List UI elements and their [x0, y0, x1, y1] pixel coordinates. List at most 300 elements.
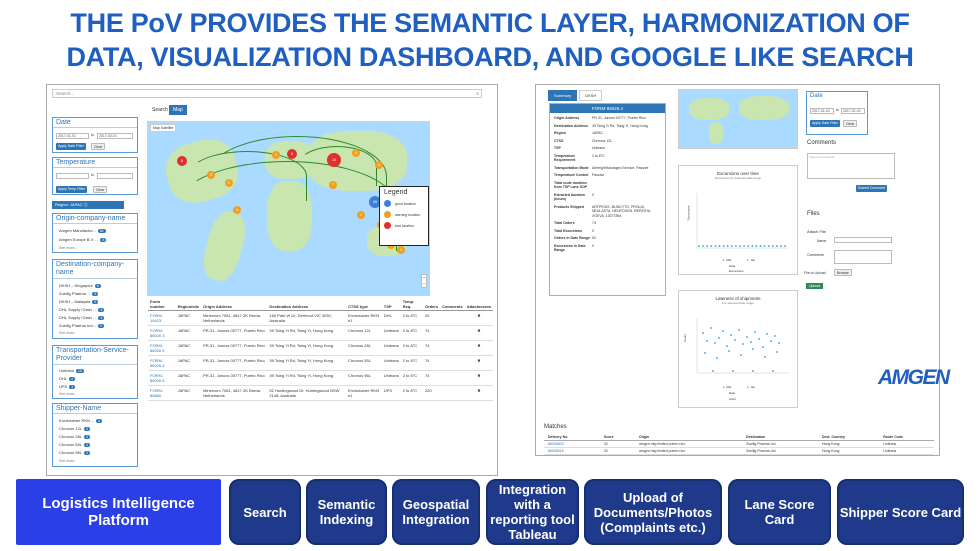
- shipper-name-title: Shipper-Name: [53, 404, 137, 414]
- chart-title: Excursions over time: [717, 171, 759, 176]
- chart-subtitle: Excursions for selected date range: [714, 176, 762, 180]
- chart-title: Lateness of shipments: [715, 296, 761, 301]
- detail-key: Temperature Requirement: [554, 153, 576, 162]
- bad-location-icon: [384, 222, 391, 229]
- detail-row: [550, 233, 665, 241]
- tile-search[interactable]: Search: [229, 479, 301, 545]
- table-cell: Unitrans: [382, 371, 401, 386]
- lateness-point: [778, 342, 780, 344]
- lateness-point: [762, 346, 764, 348]
- detail-value: 52: [592, 236, 596, 240]
- excursions-plot: [693, 188, 793, 258]
- excursion-point: [719, 245, 721, 247]
- right-screenshot: [535, 84, 940, 456]
- column-header[interactable]: Destination: [742, 434, 818, 441]
- map-cluster[interactable]: 2: [375, 161, 383, 169]
- excursion-point: [760, 245, 762, 247]
- excursion-point: [780, 245, 782, 247]
- chart-subtitle: For selected date range: [722, 301, 754, 305]
- table-cell: Chronos 28L: [346, 341, 382, 356]
- column-header[interactable]: Score: [600, 434, 635, 441]
- attachment-icon[interactable]: ✖: [465, 311, 493, 326]
- destination-item[interactable]: Zuellig Pharma Ind... 3: [59, 323, 102, 328]
- map-view-toggle: [150, 124, 176, 132]
- form-number-link[interactable]: FORM-86880: [148, 386, 176, 401]
- attach-file-label: Attach File: [807, 229, 826, 234]
- table-cell: Minervum 7081, 4817 ZK Breda, Netherlands: [201, 311, 267, 326]
- table-cell: PR-31, Juncos 00777, Puerto Rico: [201, 356, 267, 371]
- column-header[interactable]: Form number: [148, 298, 176, 311]
- detail-row: [550, 218, 665, 226]
- column-header[interactable]: Route Code: [879, 434, 934, 441]
- form-title: FORM-86026.4: [550, 104, 665, 113]
- matches-title: Matches: [544, 424, 567, 430]
- x-tick-label: 1. Jan: [747, 385, 756, 389]
- detail-row: [550, 121, 665, 129]
- map-cluster[interactable]: 8: [177, 156, 187, 166]
- detail-value: Unitrans: [592, 146, 606, 150]
- shipper-item[interactable]: Chronos 55L 4: [59, 442, 88, 447]
- destination-see-more-link[interactable]: See more...: [59, 331, 78, 335]
- detail-value: 0: [592, 243, 594, 248]
- lateness-point: [740, 354, 742, 356]
- table-cell: [440, 311, 465, 326]
- map-zoom-control[interactable]: + −: [422, 275, 426, 286]
- table-cell: 2 to 8°C: [401, 356, 423, 371]
- detail-value: 0: [592, 192, 594, 197]
- tile-lane-score-card[interactable]: Lane Score Card: [728, 479, 831, 545]
- transport-item[interactable]: UPS 3: [59, 384, 74, 389]
- temperature-filter-panel: [52, 157, 138, 195]
- column-header[interactable]: Dest. Country: [818, 434, 879, 441]
- lateness-point: [710, 327, 712, 329]
- table-cell: 39 Tsing Yi Rd, Tsing Yi, Hong Kong: [267, 326, 346, 341]
- temp-to-label: to: [91, 173, 94, 177]
- tab-map[interactable]: Map: [169, 105, 187, 115]
- table-cell: Hong Kong: [818, 448, 879, 455]
- detail-value: ARTPEGIS, BLINCYTO, PROLIA, NEULASTA, NEUPOGEN, REPATHA, XGEVA, 10077894: [592, 204, 652, 218]
- table-cell: DHL: [382, 311, 401, 326]
- table-cell: 74: [423, 371, 440, 386]
- column-header[interactable]: Delivery No.: [544, 434, 600, 441]
- destination-item[interactable]: Zuellig Pharma ... 5: [59, 291, 97, 296]
- form-number-link[interactable]: FORM-86026 4: [148, 356, 176, 371]
- form-number-link[interactable]: FORM-86026 3: [148, 326, 176, 341]
- lateness-point: [734, 339, 736, 341]
- tile-reporting-integration[interactable]: Integration with a reporting tool Tableau: [486, 479, 579, 545]
- attachment-icon[interactable]: ✖: [465, 356, 493, 371]
- table-row[interactable]: [148, 386, 493, 401]
- match-row[interactable]: [544, 441, 934, 448]
- table-cell: Unitrans: [879, 448, 934, 455]
- column-header[interactable]: Origin: [635, 434, 742, 441]
- table-cell: Zuellig Pharma Ltd.: [742, 441, 818, 448]
- shipper-item[interactable]: Chronos 28L 4: [59, 434, 88, 439]
- detail-key: Destination Address: [554, 123, 588, 128]
- search-icon[interactable]: ⌕: [476, 91, 479, 97]
- table-header-row: [148, 298, 493, 311]
- excursion-point: [772, 245, 774, 247]
- mini-map[interactable]: [678, 89, 798, 149]
- file-name-input[interactable]: [834, 237, 892, 243]
- lateness-point: [746, 336, 748, 338]
- excursion-point: [723, 245, 725, 247]
- attachment-icon[interactable]: ✖: [465, 386, 493, 401]
- excursion-point: [768, 245, 770, 247]
- date-filter-title: Date: [53, 118, 137, 128]
- destination-company-panel: [52, 259, 138, 339]
- detail-tabs: [548, 90, 602, 101]
- table-cell: [440, 386, 465, 401]
- right-date-to-label: to: [836, 108, 839, 112]
- transport-see-more-link[interactable]: See more...: [59, 392, 78, 396]
- y-axis-label: Excursions: [686, 205, 691, 221]
- x-tick-label: 1. Mar: [723, 385, 732, 389]
- table-cell: 39 Tsing Yi Rd, Tsing Yi, Hong Kong: [267, 341, 346, 356]
- attachment-icon[interactable]: ✖: [465, 326, 493, 341]
- excursion-point: [751, 245, 753, 247]
- table-cell: 160 Park W Dr, Derrimut VIC 3030, Australia: [267, 311, 346, 326]
- lateness-point: [770, 340, 772, 342]
- file-upload-label: File to Upload: [804, 271, 826, 275]
- detail-row: [550, 178, 665, 190]
- shipper-item[interactable]: Chronos 96L 3: [59, 450, 88, 455]
- detail-row: [550, 163, 665, 171]
- lateness-plot: [693, 313, 793, 383]
- table-cell: 32: [600, 448, 635, 455]
- detail-value: 0: [592, 228, 594, 233]
- table-cell: Unitrans: [382, 326, 401, 341]
- table-cell: 39 Tsing Yi Rd, Tsing Yi, Hong Kong: [267, 356, 346, 371]
- table-cell: 74: [423, 326, 440, 341]
- lateness-chart: [678, 290, 798, 408]
- detail-key: Total Excursions: [554, 228, 582, 233]
- column-header[interactable]: Temp. Req.: [401, 298, 423, 311]
- table-row[interactable]: [148, 356, 493, 371]
- upload-button[interactable]: Upload: [806, 283, 823, 289]
- table-cell: Chronos 96L: [346, 371, 382, 386]
- legend-title: Legend: [384, 189, 408, 196]
- excursion-point: [756, 245, 758, 247]
- lateness-point: [772, 370, 774, 372]
- transport-item[interactable]: Unitrans 25: [59, 368, 82, 373]
- column-header[interactable]: CTSS type: [346, 298, 382, 311]
- detail-key: Excursions in Date Range: [554, 243, 586, 252]
- right-date-title: Date: [810, 93, 823, 99]
- column-header[interactable]: Origin Address: [201, 298, 267, 311]
- lateness-point: [774, 335, 776, 337]
- lateness-point: [702, 332, 704, 334]
- detail-key: Orders in Date Range: [554, 236, 590, 240]
- column-header[interactable]: Region/site: [176, 298, 202, 311]
- map-land-eurasia: [739, 96, 789, 120]
- lateness-point: [758, 338, 760, 340]
- excursion-point: [706, 245, 708, 247]
- detail-value: Passive: [592, 173, 605, 177]
- destination-company-title: Destination-company-name: [53, 260, 137, 279]
- table-cell: 2 to 8°C: [401, 371, 423, 386]
- right-clear-date-button[interactable]: Clear: [843, 120, 857, 127]
- table-cell: 74: [423, 341, 440, 356]
- table-cell: 2 to 8°C: [401, 311, 423, 326]
- lateness-point: [742, 343, 744, 345]
- map-cluster[interactable]: 10: [327, 153, 341, 167]
- table-cell: [440, 371, 465, 386]
- transport-provider-title: Transportation-Service-Provider: [53, 346, 137, 365]
- attachment-icon[interactable]: ✖: [465, 341, 493, 356]
- form-number-link[interactable]: FORM-19423: [148, 311, 176, 326]
- destination-item[interactable]: DHL Supply Chain ... 4: [59, 307, 103, 312]
- date-from-input[interactable]: 2017-01-01: [56, 133, 89, 139]
- match-row[interactable]: [544, 448, 934, 455]
- detail-value: PR-31, Juncos 00777, Puerto Rico: [592, 116, 646, 120]
- chart-legend: Excursions: [729, 269, 744, 273]
- table-cell: Hong Kong: [818, 441, 879, 448]
- detail-key: Total Orders: [554, 221, 575, 225]
- table-cell: JAPAC: [176, 326, 202, 341]
- detail-key: Transportation Mode: [554, 165, 589, 170]
- right-date-from-input[interactable]: 2017-01-01: [810, 108, 834, 114]
- map-view-satellite[interactable]: Satellite: [160, 126, 174, 130]
- detail-value: JAPAC: [592, 131, 604, 135]
- excursions-chart: [678, 165, 798, 275]
- y-axis-label: Hours: [683, 333, 688, 343]
- excursion-point: [776, 245, 778, 247]
- table-cell: 74: [423, 356, 440, 371]
- amgen-logo: AMGEN: [878, 366, 949, 389]
- lateness-point: [752, 348, 754, 350]
- table-cell: [440, 356, 465, 371]
- excursion-point: [702, 245, 704, 247]
- lateness-point: [712, 370, 714, 372]
- attachment-icon[interactable]: ✖: [465, 371, 493, 386]
- detail-key: CTSS: [554, 138, 564, 143]
- apply-temp-filter-button[interactable]: Apply Temp Filter: [58, 187, 85, 191]
- apply-date-filter-button[interactable]: Apply Date Filter: [58, 144, 84, 148]
- destination-item[interactable]: DKSH – Malaysia 5: [59, 299, 97, 304]
- tile-semantic-indexing[interactable]: Semantic Indexing: [306, 479, 387, 545]
- lateness-point: [752, 370, 754, 372]
- column-header[interactable]: Destination Address: [267, 298, 346, 311]
- lateness-point: [730, 334, 732, 336]
- detail-value: 74: [592, 221, 596, 225]
- file-comments-textarea[interactable]: [834, 250, 892, 264]
- excursion-point: [784, 245, 786, 247]
- table-cell: amgen mfg limited puerto rico: [635, 448, 742, 455]
- excursion-point: [698, 245, 700, 247]
- map-land-south-america: [709, 122, 723, 144]
- map-land-north-america: [689, 98, 729, 120]
- table-cell: Envirotainer RKN e1: [346, 386, 382, 401]
- search-input[interactable]: [52, 89, 482, 98]
- table-cell: JAPAC: [176, 371, 202, 386]
- column-header[interactable]: Orders: [423, 298, 440, 311]
- map-cluster[interactable]: 5: [225, 179, 233, 187]
- legend-item-good: good location: [384, 200, 424, 207]
- table-cell: Chronos 55L: [346, 356, 382, 371]
- map-cluster[interactable]: 4: [233, 206, 241, 214]
- table-row[interactable]: [148, 311, 493, 326]
- table-cell: 52 Huntingwood Dr, Huntingwood NSW 2148, Australia: [267, 386, 346, 401]
- excursion-point: [710, 245, 712, 247]
- table-cell: Zuellig Pharma Ltd.: [742, 448, 818, 455]
- lateness-point: [722, 330, 724, 332]
- origin-see-more-link[interactable]: See more...: [59, 246, 78, 250]
- transport-provider-panel: [52, 345, 138, 399]
- detail-row: [550, 190, 665, 202]
- table-cell: PR-31, Juncos 00777, Puerto Rico: [201, 326, 267, 341]
- table-cell: JAPAC: [176, 356, 202, 371]
- map-view-map[interactable]: Map: [153, 126, 160, 130]
- right-apply-date-button[interactable]: Apply Date Filter: [812, 121, 838, 125]
- origin-item[interactable]: Amgen Manufactur... 61: [59, 228, 104, 233]
- headline: [0, 6, 980, 74]
- lateness-point: [714, 342, 716, 344]
- column-header[interactable]: TSP: [382, 298, 401, 311]
- detail-value: 39 Tsing Yi Rd, Tsing Yi, Hong Kong: [592, 123, 648, 128]
- table-cell: PR-31, Juncos 00777, Puerto Rico: [201, 341, 267, 356]
- detail-key: Products Shipped: [554, 204, 584, 209]
- form-number-link[interactable]: FORM-86026 6: [148, 371, 176, 386]
- shipment-map[interactable]: [147, 121, 430, 296]
- table-cell: 2 to 8°C: [401, 326, 423, 341]
- table-row[interactable]: [148, 371, 493, 386]
- detail-key: TSP: [554, 146, 561, 150]
- temperature-filter-title: Temperature: [53, 158, 137, 168]
- shipments-table: [148, 298, 493, 401]
- x-tick-label: 1. Jan: [747, 258, 756, 262]
- lateness-point: [726, 345, 728, 347]
- excursion-point: [743, 245, 745, 247]
- right-date-to-input[interactable]: 2017-01-01: [841, 108, 865, 114]
- delivery-number-link[interactable]: 86026015: [544, 448, 600, 455]
- lateness-point: [764, 356, 766, 358]
- detail-row: [550, 170, 665, 178]
- detail-key: Region: [554, 131, 566, 135]
- origin-company-panel: [52, 213, 138, 253]
- origin-item[interactable]: Amgen Europe B.V. ... 8: [59, 237, 105, 242]
- excursion-point: [735, 245, 737, 247]
- detail-value: Airfreight/Managed Service, Passive: [592, 165, 649, 170]
- excursion-point: [739, 245, 741, 247]
- temp-from-input[interactable]: [56, 173, 89, 179]
- form-number-link[interactable]: FORM-86026 5: [148, 341, 176, 356]
- map-cluster[interactable]: 5: [287, 149, 297, 159]
- detail-row: [550, 136, 665, 144]
- table-cell: 220: [423, 386, 440, 401]
- file-name-label: Name: [817, 239, 827, 243]
- legend-item-warning: warning location: [384, 211, 424, 218]
- file-comments-label: Comments: [807, 253, 824, 257]
- table-cell: PR-31, Juncos 00777, Puerto Rico: [201, 371, 267, 386]
- destination-item[interactable]: DKSH – Singapore 8: [59, 283, 99, 288]
- detail-key: Origin Address: [554, 116, 580, 120]
- map-cluster[interactable]: 3: [207, 171, 215, 179]
- table-cell: 32: [600, 441, 635, 448]
- destination-item[interactable]: DHL Supply Chain ... 4: [59, 315, 103, 320]
- comment-textarea[interactable]: Type in a comment: [807, 153, 895, 179]
- origin-company-title: Origin-company-name: [53, 214, 137, 224]
- headline-line1: THE PoV PROVIDES THE SEMANTIC LAYER, HARMONIZATION OF: [70, 8, 910, 38]
- lateness-point: [706, 340, 708, 342]
- map-cluster[interactable]: 4: [357, 211, 365, 219]
- tab-summary[interactable]: Summary: [548, 90, 577, 101]
- table-cell: [440, 326, 465, 341]
- transport-item[interactable]: DHL 4: [59, 376, 73, 381]
- comments-title: Comments: [807, 140, 837, 146]
- detail-row: [550, 202, 665, 219]
- map-cluster[interactable]: 3: [352, 149, 360, 157]
- warning-location-icon: [384, 211, 391, 218]
- lateness-point: [754, 331, 756, 333]
- table-cell: Unitrans: [879, 441, 934, 448]
- detail-key: Temperature Control: [554, 173, 589, 177]
- detail-row: [550, 143, 665, 151]
- table-cell: Unitrans: [382, 341, 401, 356]
- excursion-point: [715, 245, 717, 247]
- map-cluster[interactable]: 26: [369, 196, 381, 208]
- excursion-point: [764, 245, 766, 247]
- map-cluster[interactable]: 7: [329, 181, 337, 189]
- map-cluster[interactable]: 2: [272, 151, 280, 159]
- table-cell: [440, 341, 465, 356]
- browse-button[interactable]: Browse: [834, 269, 852, 276]
- shipper-name-panel: [52, 403, 138, 467]
- column-header[interactable]: Attachments: [465, 298, 493, 311]
- table-row[interactable]: [148, 341, 493, 356]
- tile-geospatial-integration[interactable]: Geospatial Integration: [392, 479, 480, 545]
- shipper-item[interactable]: Envirotainer RKN ... 6: [59, 418, 101, 423]
- temp-to-input[interactable]: [97, 173, 133, 179]
- tab-search[interactable]: Search: [152, 107, 168, 113]
- detail-row: [550, 113, 665, 121]
- files-title: Files: [807, 211, 820, 217]
- table-cell: JAPAC: [176, 341, 202, 356]
- table-cell: Chronos 12L: [346, 326, 382, 341]
- excursion-point: [731, 245, 733, 247]
- table-cell: UPS: [382, 386, 401, 401]
- detail-row: [550, 226, 665, 234]
- delivery-number-link[interactable]: 86026003: [544, 441, 600, 448]
- clear-date-button[interactable]: Clear: [91, 143, 105, 150]
- x-tick-label: 1. Mar: [723, 258, 732, 262]
- good-location-icon: [384, 200, 391, 207]
- tile-shipper-score-card[interactable]: Shipper Score Card: [837, 479, 964, 545]
- clear-temp-button[interactable]: Clear: [93, 186, 107, 193]
- table-cell: Minervum 7081, 4817 ZK Breda, Netherlands: [201, 386, 267, 401]
- search-placeholder: Search...: [56, 91, 75, 96]
- column-header[interactable]: Comments: [440, 298, 465, 311]
- excursion-point: [727, 245, 729, 247]
- shipper-item[interactable]: Chronos 12L 4: [59, 426, 88, 431]
- lateness-point: [718, 337, 720, 339]
- date-to-input[interactable]: 2017-02-01: [97, 133, 133, 139]
- x-axis-label: Date: [729, 391, 736, 395]
- table-cell: amgen mfg limited puerto rico: [635, 441, 742, 448]
- table-row[interactable]: [148, 326, 493, 341]
- lateness-point: [732, 370, 734, 372]
- region-filter-chip[interactable]: Region: JAPAC ⓧ: [52, 201, 124, 209]
- shipper-see-more-link[interactable]: See more...: [59, 459, 78, 463]
- table-cell: Envirotainer RKN e1: [346, 311, 382, 326]
- tile-logistics-intelligence-platform[interactable]: Logistics Intelligence Platform: [16, 479, 221, 545]
- tab-dksh[interactable]: DKSH: [579, 90, 602, 101]
- lateness-point: [766, 333, 768, 335]
- tile-upload-documents[interactable]: Upload of Documents/Photos (Complaints etc.): [584, 479, 722, 545]
- left-screenshot: [46, 84, 498, 476]
- map-cluster[interactable]: 3: [397, 246, 405, 254]
- submit-comment-button[interactable]: Submit Comment: [858, 186, 886, 190]
